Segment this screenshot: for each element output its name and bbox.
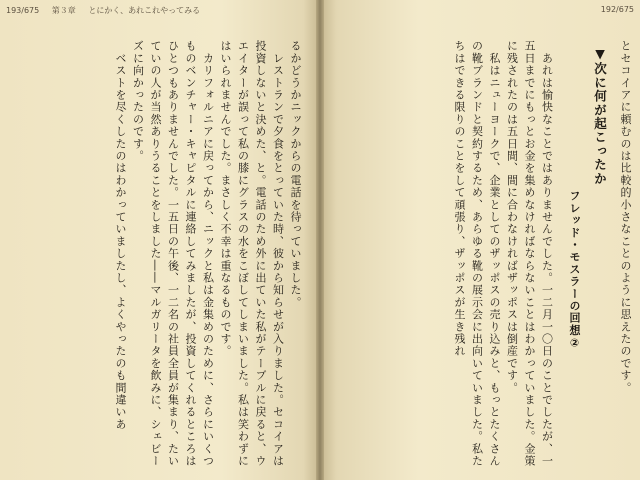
chapter-number: 第３章	[51, 6, 76, 15]
paragraph: カリフォルニアに戻ってから、ニックと私は金集めのために、さらにいくつものベンチャー・キャピタルに連絡してみましたが、投資してくれるところはひとつもありませんでした。一五日の午後、一二名の社員全員が集まり、たいていの人が当然ありうることをしました――マルガリータを飲みに、シェビーズに向かったのです。	[131, 40, 215, 467]
paragraph: とセコイアに頼むのは比較的小さなことのように思えたのです。	[619, 40, 632, 394]
subheading: フレッド・モスラーの回想②	[568, 190, 581, 351]
left-page-header	[6, 5, 210, 16]
book-spine	[316, 0, 324, 480]
right-page-header	[601, 5, 634, 14]
left-page-number: 193/675	[6, 6, 40, 15]
right-page-text	[334, 40, 634, 470]
right-page[interactable]	[324, 0, 640, 480]
right-page-number: 192/675	[600, 5, 634, 14]
paragraph: あれは愉快なことではありませんでした。一二月一〇日のことでしたが、一五日までにもっとお金を集めなければならないことはわかっていました。金策に残されたのは五日間、間に合わなければザッポスは倒産です。	[505, 40, 554, 467]
paragraph: るかどうかニックからの電話を待っていました。	[289, 40, 302, 309]
left-page[interactable]	[0, 0, 316, 480]
chapter-title: とにかく、あれこれやってみる	[88, 6, 201, 15]
left-page-text	[14, 40, 304, 470]
paragraph: 私はニューヨークで、企業としてのザッポスの売り込みと、もっとたくさんの靴ブランドと契約するため、あらゆる靴の展示会に出向いていました。私たちはできる限りのことをして頑張り、ザッポスが生き残れ	[453, 40, 501, 467]
section-heading: ▼次に何が起こったか	[592, 46, 608, 186]
paragraph: ベストを尽くしたのはわかっていましたし、よくやったのも間違いあ	[114, 40, 127, 431]
paragraph: レストランで夕食をとっていた時、彼から知らせが入りました。セコイアは投資しないと決めた、と。電話のため外に出ていた私がテーブルに戻ると、ウエイターが誤って私の膝にグラスの水をこぼしてしまいました。私は笑わずにはいられませんでした。まさしく不幸は重なるものです。	[219, 40, 285, 467]
